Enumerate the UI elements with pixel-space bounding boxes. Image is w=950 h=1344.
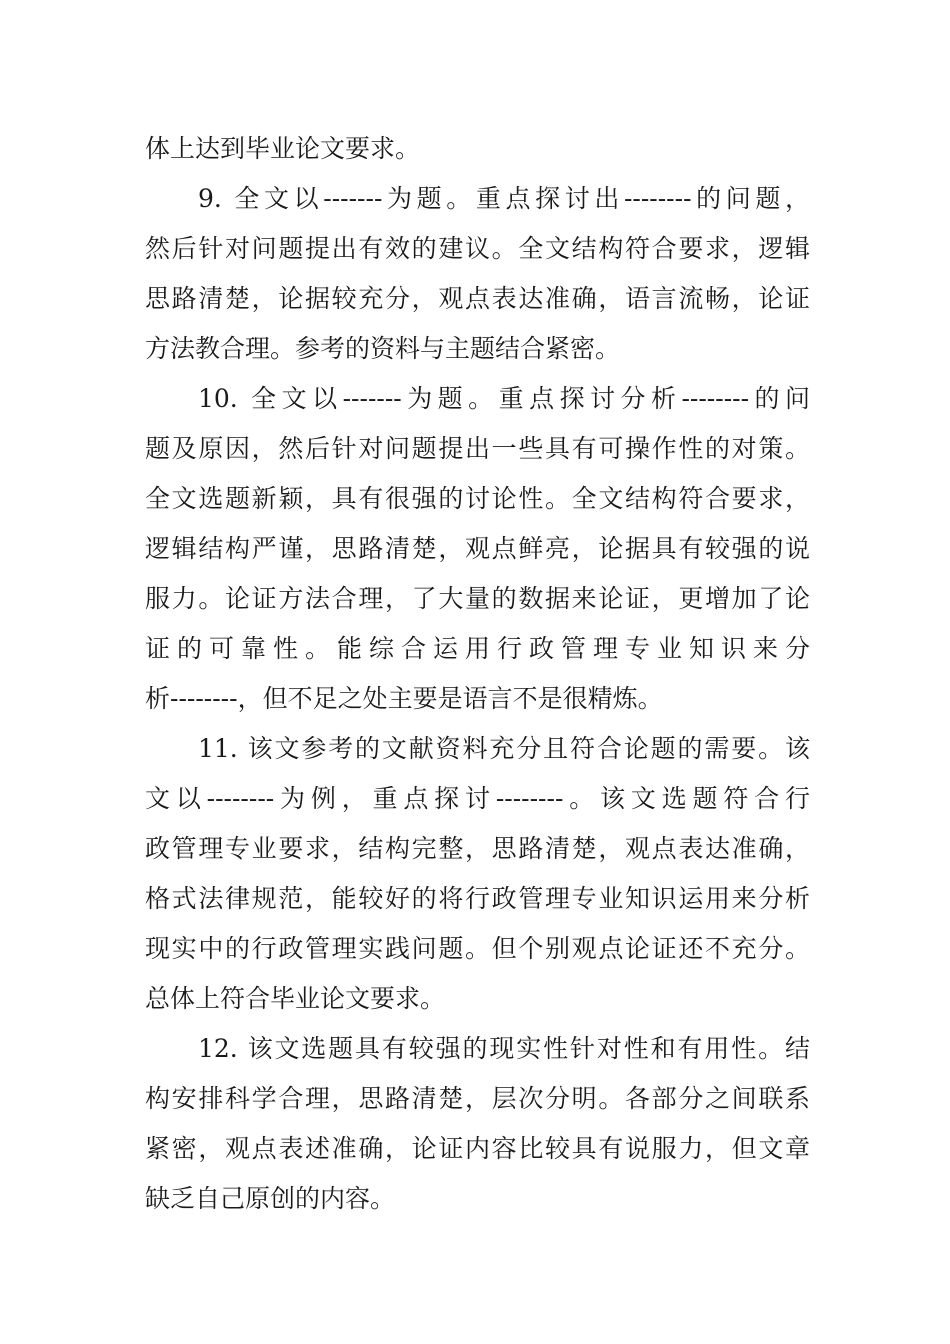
paragraph-9-first-line: 9. 全文以-------为题。重点探讨出--------的问题，	[198, 184, 810, 213]
paragraph-11-first-line: 11. 该文参考的文献资料充分且符合论题的需要。该	[198, 734, 810, 763]
text-line: 格式法律规范，能较好的将行政管理专业知识运用来分析	[145, 884, 810, 913]
paragraph-10-first-line: 10. 全文以-------为题。重点探讨分析--------的问	[198, 384, 810, 413]
text-line: 证的可靠性。能综合运用行政管理专业知识来分	[145, 634, 810, 663]
text-line: 题及原因，然后针对问题提出一些具有可操作性的对策。	[145, 434, 810, 463]
text-line: 政管理专业要求，结构完整，思路清楚，观点表达准确，	[145, 834, 810, 863]
text-line: 缺乏自己原创的内容。	[145, 1184, 396, 1213]
text-line: 紧密，观点表述准确，论证内容比较具有说服力，但文章	[145, 1134, 810, 1163]
text-line: 全文选题新颖，具有很强的讨论性。全文结构符合要求，	[145, 484, 810, 513]
text-line: 构安排科学合理，思路清楚，层次分明。各部分之间联系	[145, 1084, 810, 1113]
paragraph-12-first-line: 12. 该文选题具有较强的现实性针对性和有用性。结	[198, 1034, 810, 1063]
text-line: 文以--------为例，重点探讨--------。该文选题符合行	[145, 784, 810, 813]
text-line: 体上达到毕业论文要求。	[145, 134, 421, 163]
text-line: 总体上符合毕业论文要求。	[145, 984, 446, 1013]
text-line: 然后针对问题提出有效的建议。全文结构符合要求，逻辑	[145, 234, 810, 263]
text-line: 方法教合理。参考的资料与主题结合紧密。	[145, 334, 621, 363]
text-line: 思路清楚，论据较充分，观点表达准确，语言流畅，论证	[145, 284, 810, 313]
text-line: 服力。论证方法合理，了大量的数据来论证，更增加了论	[145, 584, 810, 613]
text-line: 逻辑结构严谨，思路清楚，观点鲜亮，论据具有较强的说	[145, 534, 810, 563]
text-line: 析--------，但不足之处主要是语言不是很精炼。	[145, 684, 663, 713]
text-line: 现实中的行政管理实践问题。但个别观点论证还不充分。	[145, 934, 810, 963]
